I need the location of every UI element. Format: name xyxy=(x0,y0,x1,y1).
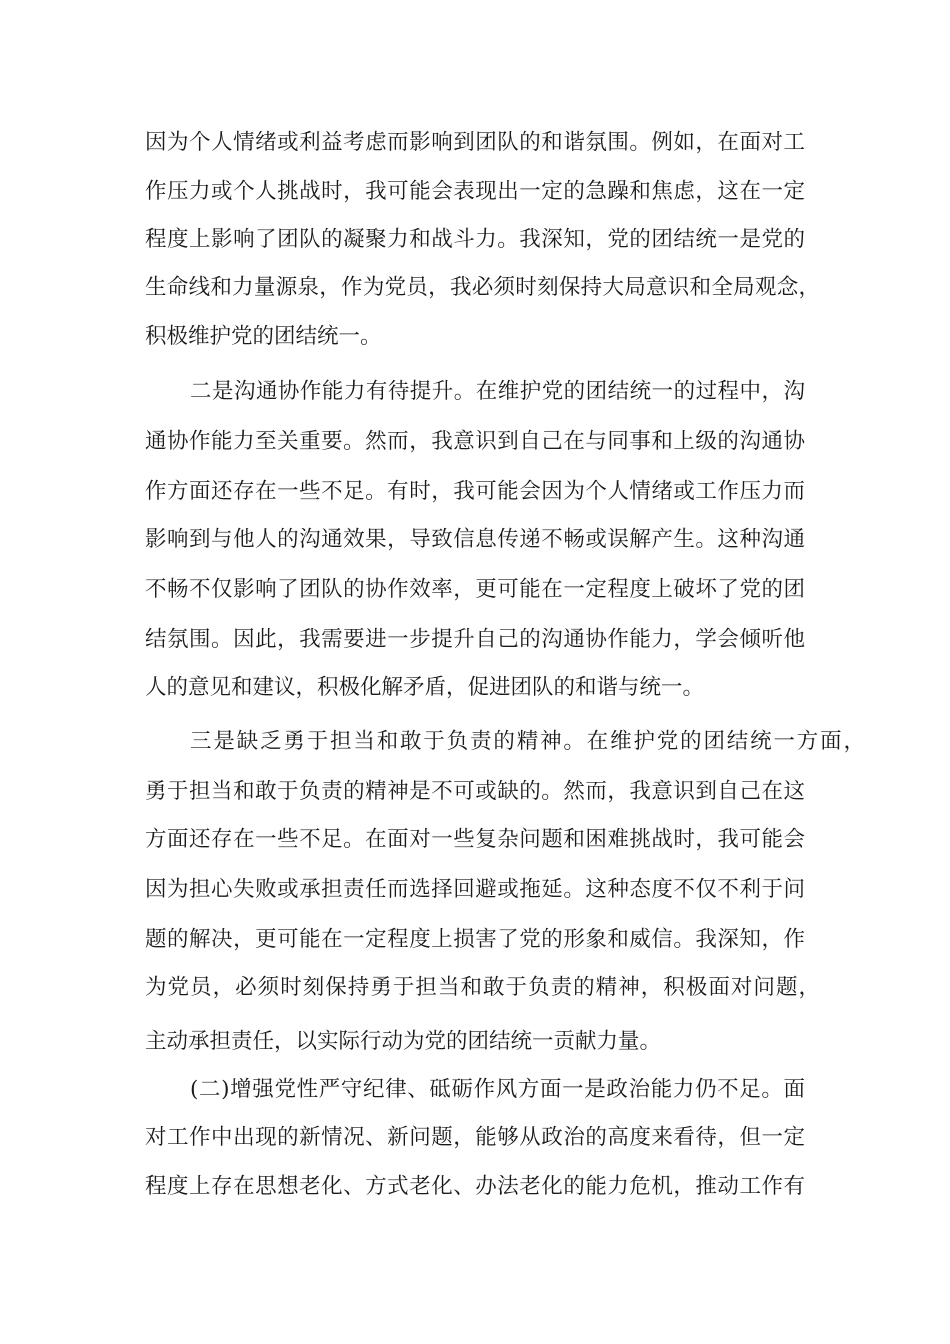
text-line: 程度上影响了团队的凝聚力和战斗力。我深知，党的团结统一是党的 xyxy=(145,227,805,252)
text-line: 影响到与他人的沟通效果，导致信息传递不畅或误解产生。这种沟通 xyxy=(145,527,805,552)
text-line: 题的解决，更可能在一定程度上损害了党的形象和威信。我深知，作 xyxy=(145,927,805,952)
text-line: 通协作能力至关重要。然而，我意识到自己在与同事和上级的沟通协 xyxy=(145,429,805,454)
text-line: 作压力或个人挑战时，我可能会表现出一定的急躁和焦虑，这在一定 xyxy=(145,179,805,204)
text-line: 主动承担责任，以实际行动为党的团结统一贡献力量。 xyxy=(145,1029,662,1054)
text-line: 积极维护党的团结统一。 xyxy=(145,324,382,349)
text-line: 不畅不仅影响了团队的协作效率，更可能在一定程度上破坏了党的团 xyxy=(145,577,805,602)
text-line: 人的意见和建议，积极化解矛盾，促进团队的和谐与统一。 xyxy=(145,675,705,700)
text-line: (二)增强党性严守纪律、砥砺作风方面一是政治能力仍不足。面 xyxy=(190,1077,805,1102)
text-line: 对工作中出现的新情况、新问题，能够从政治的高度来看待，但一定 xyxy=(145,1125,805,1150)
text-line: 勇于担当和敢于负责的精神是不可或缺的。然而，我意识到自己在这 xyxy=(145,779,805,804)
text-line: 三是缺乏勇于担当和敢于负责的精神。在维护党的团结统一方面， xyxy=(190,729,865,754)
text-line: 程度上存在思想老化、方式老化、办法老化的能力危机，推动工作有 xyxy=(145,1174,805,1199)
text-line: 因为个人情绪或利益考虑而影响到团队的和谐氛围。例如，在面对工 xyxy=(145,130,805,155)
text-line: 为党员，必须时刻保持勇于担当和敢于负责的精神，积极面对问题， xyxy=(145,975,820,1000)
text-line: 作方面还存在一些不足。有时，我可能会因为个人情绪或工作压力而 xyxy=(145,479,805,504)
text-line: 二是沟通协作能力有待提升。在维护党的团结统一的过程中，沟 xyxy=(190,379,805,404)
text-line: 生命线和力量源泉，作为党员，我必须时刻保持大局意识和全局观念， xyxy=(145,275,820,300)
text-line: 因为担心失败或承担责任而选择回避或拖延。这种态度不仅不利于问 xyxy=(145,877,805,902)
text-line: 结氛围。因此，我需要进一步提升自己的沟通协作能力，学会倾听他 xyxy=(145,627,805,652)
text-line: 方面还存在一些不足。在面对一些复杂问题和困难挑战时，我可能会 xyxy=(145,827,805,852)
